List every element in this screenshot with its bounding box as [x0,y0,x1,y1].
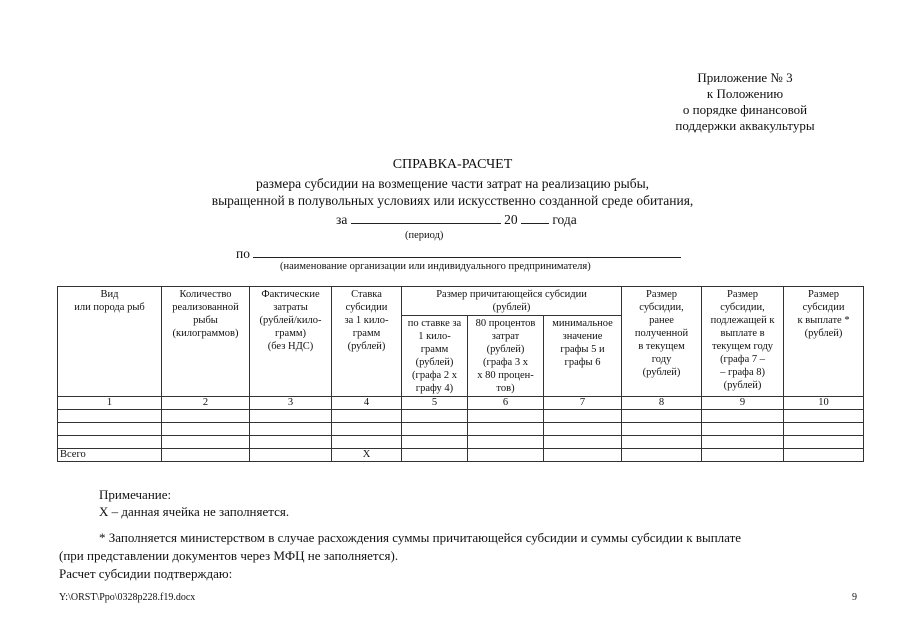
header-minimum: минимальное значение графы 5 и графы 6 [544,316,622,397]
table-cell[interactable] [58,423,162,436]
footer-page-number: 9 [852,592,857,603]
table-cell[interactable] [468,436,544,449]
header-80-percent: 80 процентов затрат (рублей) (графа 3 х х 80 процен- тов) [468,316,544,397]
organization-prefix: по [236,246,250,261]
confirm-line: Расчет субсидии подтверждаю: [59,566,233,581]
period-year-prefix: 20 [504,212,518,227]
header-rate: Ставка субсидии за 1 кило- грамм (рублей) [332,287,402,397]
table-cell[interactable] [784,410,864,423]
table-cell[interactable] [402,410,468,423]
column-number: 9 [702,397,784,410]
table-cell[interactable] [622,436,702,449]
header-actual-costs: Фактические затраты (рублей/кило- грамм) (без НДС) [250,287,332,397]
table-cell[interactable] [544,436,622,449]
table-row [58,410,864,423]
column-number: 8 [622,397,702,410]
table-cell[interactable] [250,449,332,462]
table-cell[interactable] [332,436,402,449]
period-prefix: за [336,212,348,227]
column-number: 3 [250,397,332,410]
column-number: 7 [544,397,622,410]
organization-line [236,244,681,262]
table-cell[interactable] [332,423,402,436]
appendix-number: Приложение № 3 [697,70,793,85]
header-due-subsidy-group: Размер причитающейся субсидии (рублей) [402,287,622,316]
table-cell[interactable] [58,410,162,423]
document-subtitle-line1: размера субсидии на возмещение части затрат на реализацию рыбы, [255,176,650,191]
period-hint: (период) [405,230,444,241]
organization-hint: (наименование организации или индивидуального предпринимателя) [280,261,591,272]
table-cell[interactable] [402,449,468,462]
table-cell[interactable] [250,423,332,436]
table-cell[interactable] [702,410,784,423]
column-number: 10 [784,397,864,410]
table-cell[interactable] [402,423,468,436]
column-number: 5 [402,397,468,410]
table-row [58,436,864,449]
footer-file-path: Y:\ORST\Ppo\0328p228.f19.docx [59,592,196,603]
table-cell[interactable] [162,436,250,449]
header-payable-subsidy: Размер субсидии, подлежащей к выплате в текущем году (графа 7 – – графа 8) (рублей) [702,287,784,397]
table-cell[interactable] [162,449,250,462]
table-cell[interactable] [162,410,250,423]
note-star-line1: * Заполняется министерством в случае расхождения суммы причитающейся субсидии и суммы субсидии к выплате [99,530,742,545]
column-number: 4 [332,397,402,410]
table-cell[interactable] [402,436,468,449]
table-cell[interactable] [544,423,622,436]
header-quantity: Количество реализованной рыбы (килограммов) [162,287,250,397]
note-heading: Примечание: [99,487,172,502]
total-row [58,449,864,462]
period-year-field[interactable] [521,210,549,224]
table-cell[interactable] [544,410,622,423]
table-cell[interactable] [784,449,864,462]
header-by-rate: по ставке за 1 кило- грамм (рублей) (графа 2 х графу 4) [402,316,468,397]
organization-field[interactable] [253,244,681,258]
column-numbers-row [58,397,864,410]
table-cell[interactable] [162,423,250,436]
header-row-1 [58,287,864,316]
column-number: 1 [58,397,162,410]
table-row [58,423,864,436]
table-cell[interactable] [332,410,402,423]
header-fish-type: Вид или порода рыб [58,287,162,397]
note-star-line2: (при представлении документов через МФЦ не заполняется). [59,548,399,563]
table-cell[interactable] [468,449,544,462]
column-number: 6 [468,397,544,410]
column-number: 2 [162,397,250,410]
period-field[interactable] [351,210,501,224]
subsidy-table [57,286,864,462]
table-cell[interactable] [622,423,702,436]
table-cell[interactable] [702,449,784,462]
period-suffix: года [552,212,577,227]
table-cell[interactable] [622,410,702,423]
total-label: Всего [58,449,162,462]
document-title: СПРАВКА-РАСЧЕТ [392,157,513,172]
header-previous-subsidy: Размер субсидии, ранее полученной в текущем году (рублей) [622,287,702,397]
total-not-filled-mark: Х [332,449,402,462]
appendix-regulation: к Положению [706,86,784,101]
table-cell[interactable] [58,436,162,449]
document-subtitle-line2: выращенной в полувольных условиях или искусственно созданной среде обитания, [211,193,694,208]
table-cell[interactable] [544,449,622,462]
table-cell[interactable] [468,410,544,423]
appendix-regulation-title-1: о порядке финансовой [682,102,808,117]
note-x: Х – данная ячейка не заполняется. [99,504,290,519]
table-cell[interactable] [250,436,332,449]
appendix-block [600,70,890,134]
table-cell[interactable] [784,436,864,449]
header-subsidy-to-pay: Размер субсидии к выплате * (рублей) [784,287,864,397]
table-cell[interactable] [702,436,784,449]
period-line [336,210,577,228]
table-cell[interactable] [622,449,702,462]
appendix-regulation-title-2: поддержки аквакультуры [675,118,815,133]
table-cell[interactable] [468,423,544,436]
table-cell[interactable] [250,410,332,423]
table-cell[interactable] [702,423,784,436]
table-cell[interactable] [784,423,864,436]
